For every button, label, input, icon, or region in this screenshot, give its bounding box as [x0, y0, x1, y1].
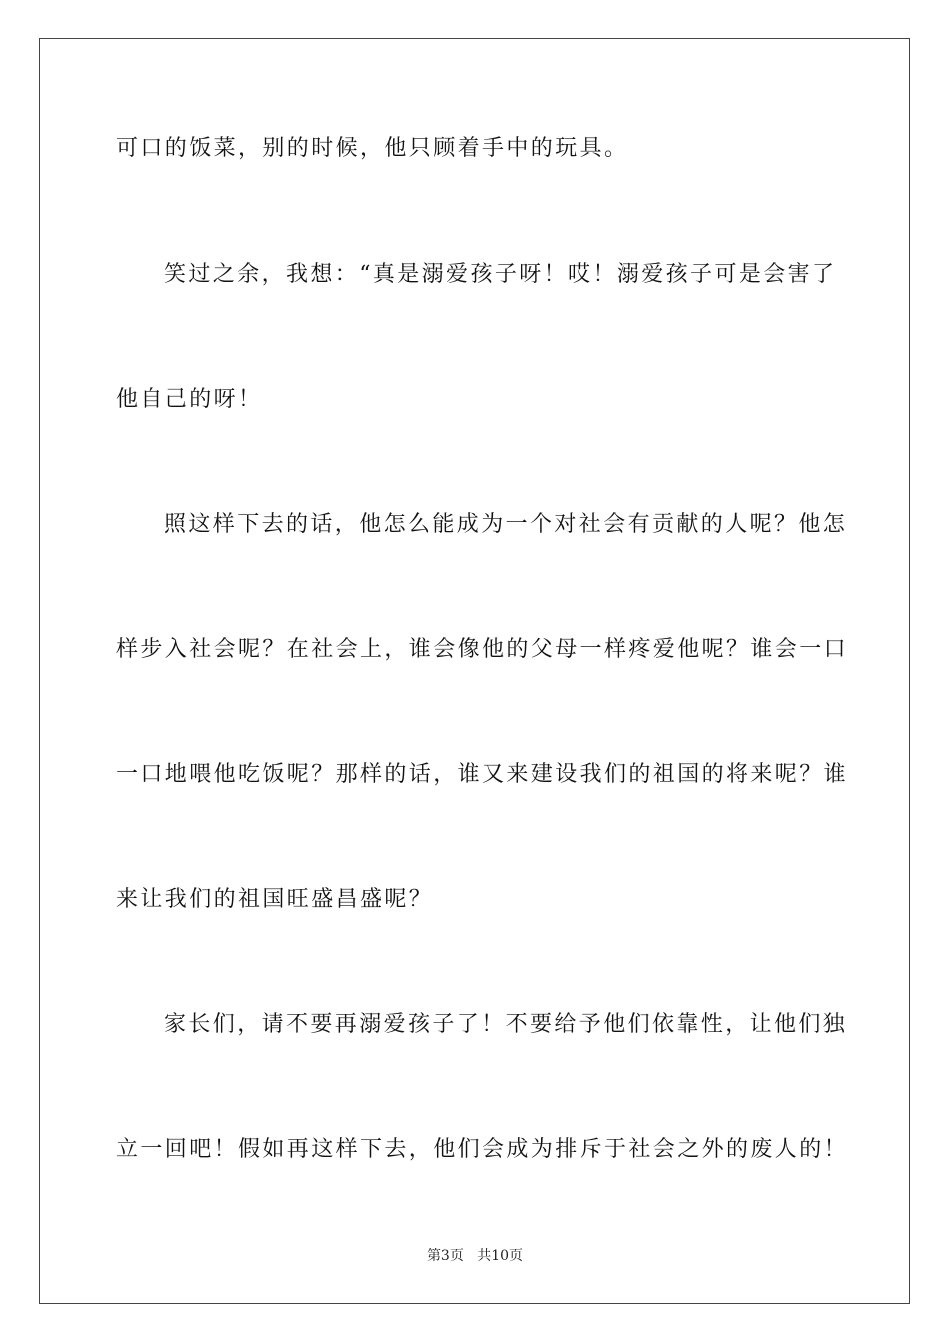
paragraph-first-line: 照这样下去的话，他怎么能成为一个对社会有贡献的人呢？他怎: [164, 512, 848, 537]
paragraph-first-line: 笑过之余，我想：“真是溺爱孩子呀！哎！溺爱孩子可是会害了: [164, 262, 837, 287]
text-line: 一口地喂他吃饭呢？那样的话，谁又来建设我们的祖国的将来呢？谁: [116, 762, 849, 787]
text-line: 样步入社会呢？在社会上，谁会像他的父母一样疼爱他呢？谁会一口: [116, 637, 849, 662]
text-line: 立一回吧！假如再这样下去，他们会成为排斥于社会之外的废人的！: [116, 1137, 849, 1162]
paragraph-first-line: 家长们，请不要再溺爱孩子了！不要给予他们依靠性，让他们独: [164, 1012, 848, 1037]
page-number: 第3页: [426, 1248, 464, 1264]
text-line: 来让我们的祖国旺盛昌盛呢？: [116, 887, 434, 912]
text-line: 可口的饭菜，别的时候，他只顾着手中的玩具。: [116, 136, 629, 161]
page-border: [39, 38, 910, 1304]
text-line: 他自己的呀！: [116, 387, 263, 412]
page-footer: [0, 1247, 950, 1265]
footer-gap: [464, 1248, 477, 1264]
total-pages: 共10页: [477, 1248, 524, 1264]
